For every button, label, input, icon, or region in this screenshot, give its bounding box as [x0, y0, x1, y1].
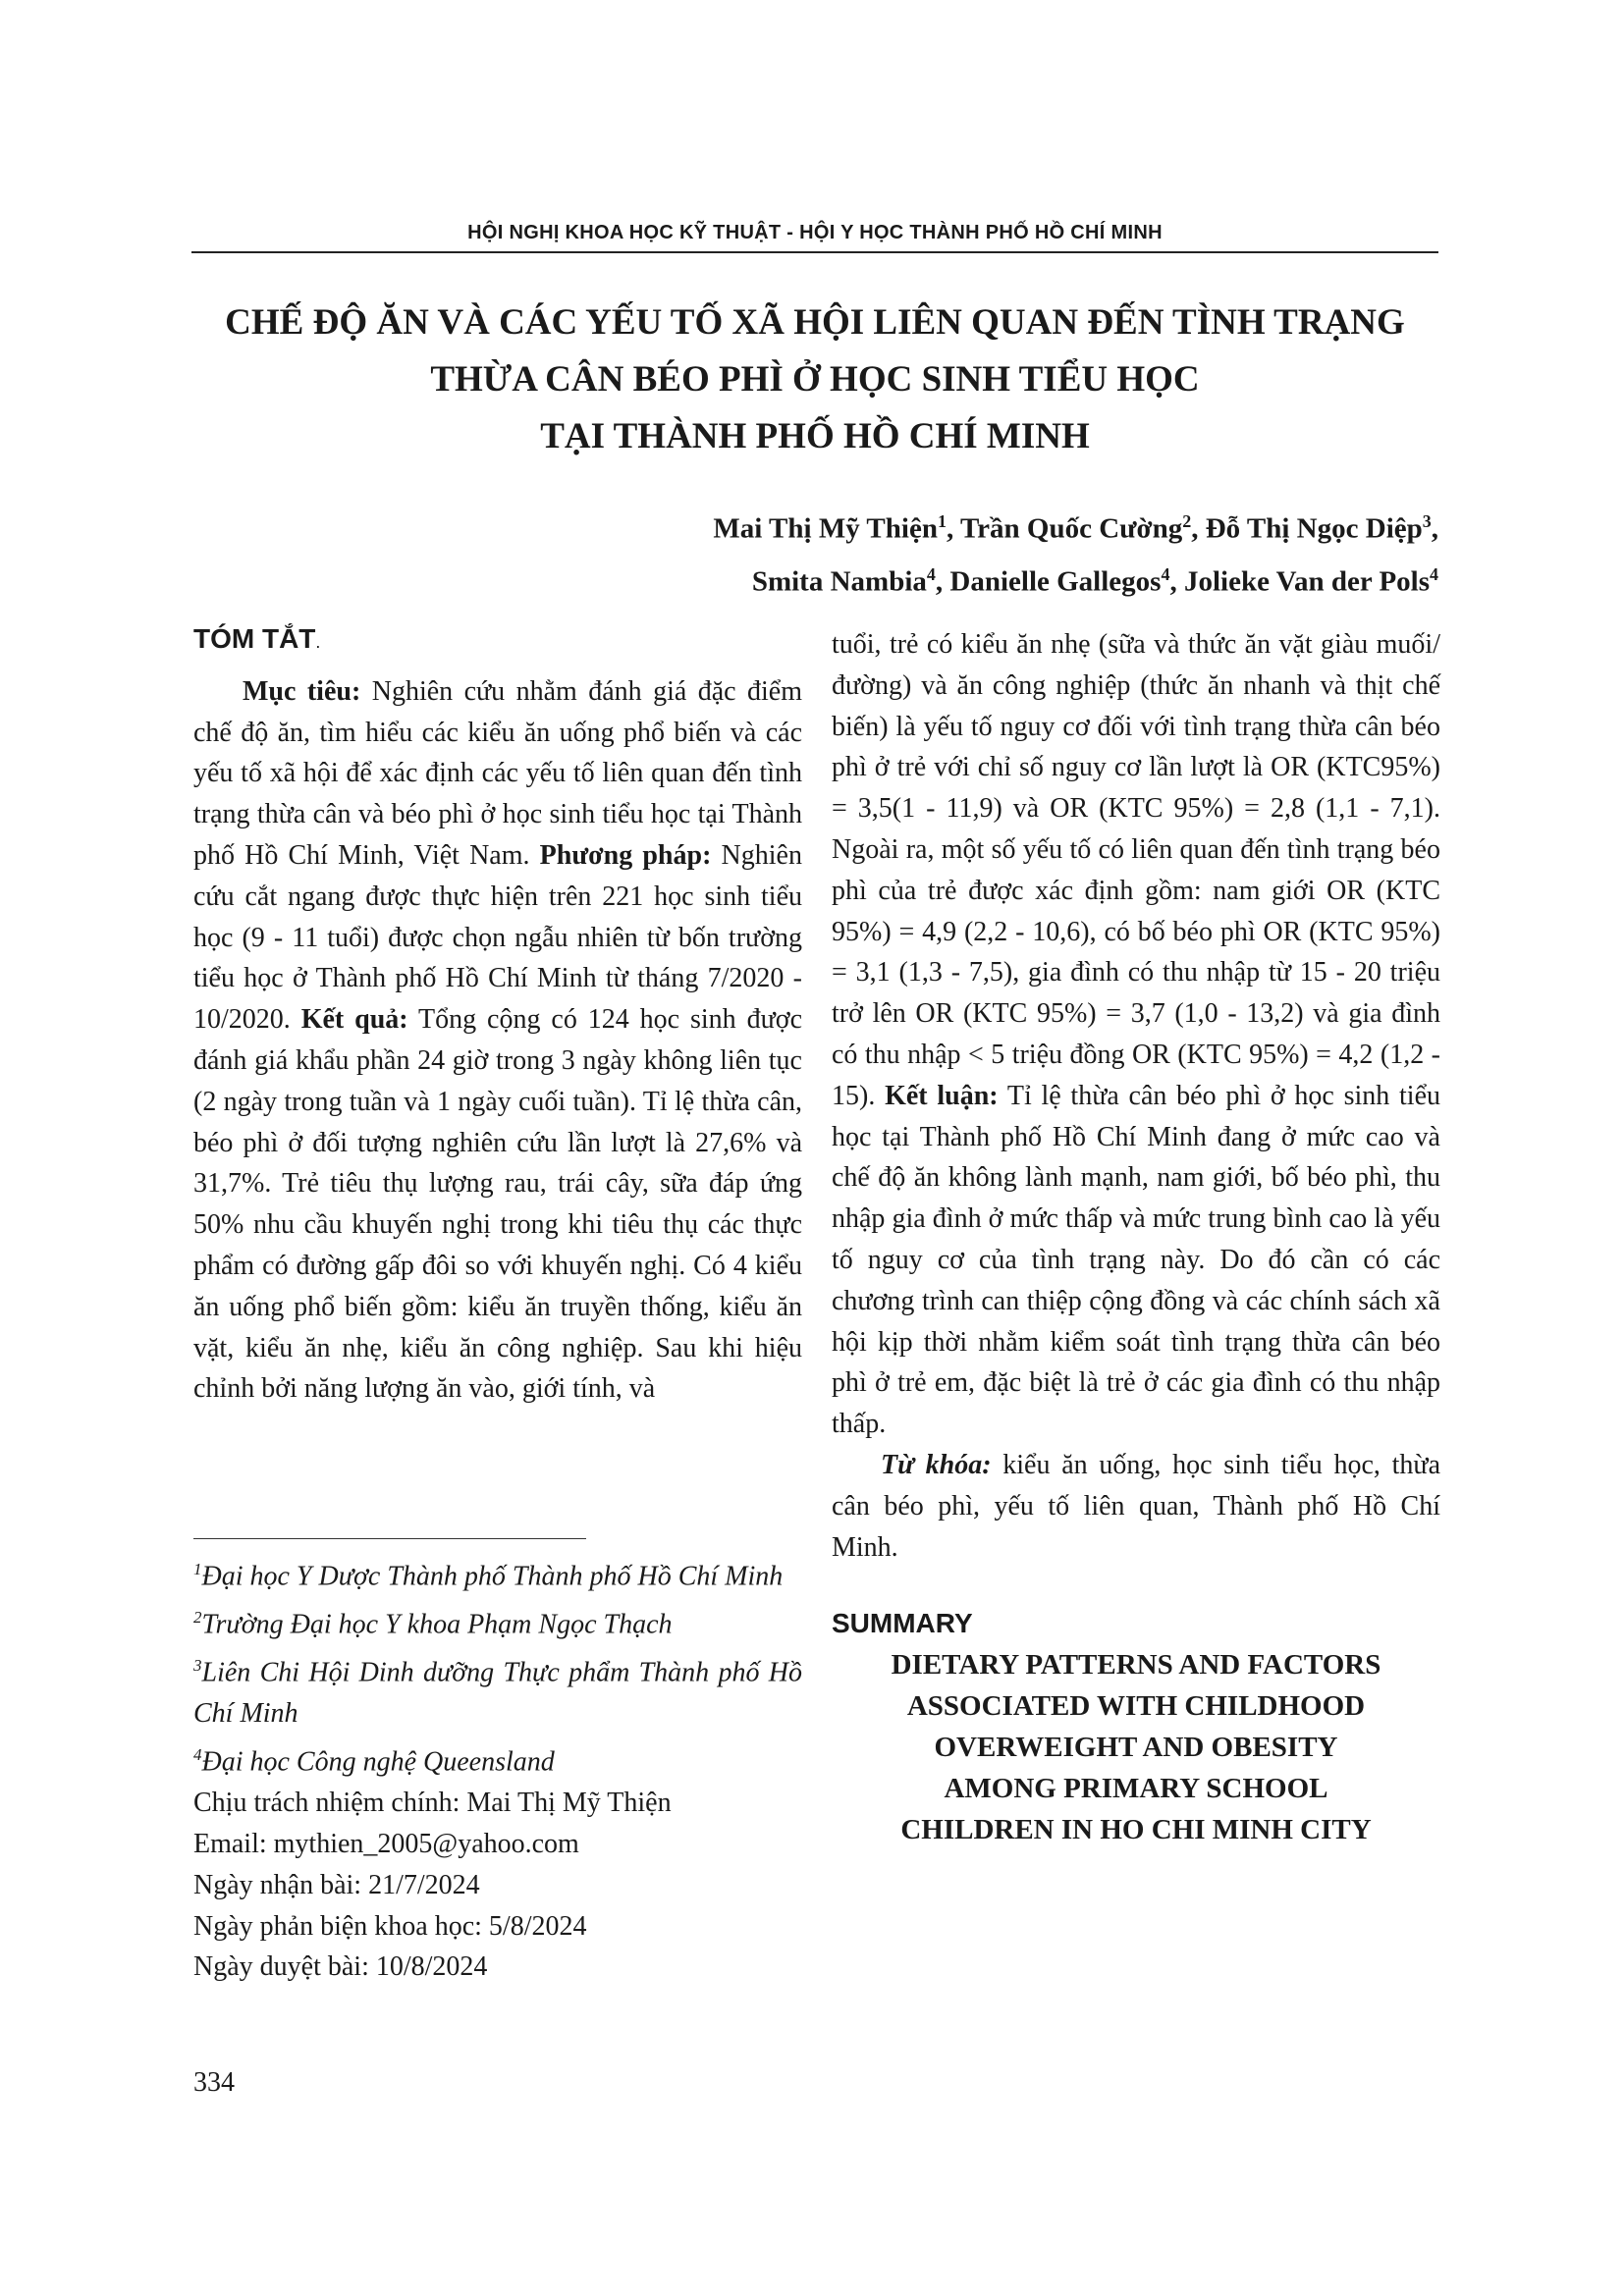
keywords-paragraph [832, 1445, 1440, 1568]
author-list [191, 499, 1438, 604]
author-affiliation-mark: 4 [926, 563, 936, 584]
author-affiliation-mark: 3 [1422, 511, 1432, 531]
abstract-paragraph [193, 671, 802, 1410]
author-name: Đỗ Thị Ngọc Diệp [1205, 512, 1423, 545]
summary-title-line: ASSOCIATED WITH CHILDHOOD [906, 1690, 1366, 1723]
author-line [191, 552, 1438, 605]
conclusion-text: Tỉ lệ thừa cân béo phì ở học sinh tiểu học tại Thành phố Hồ Chí Minh đang ở mức cao và chế độ ăn không lành mạnh, nam giới, bố béo phì, thu nhập gia đình ở mức thấp và mức trung bình cao là yếu tố nguy cơ của tình trạng này. Do đó cần có các chương trình can thiệp cộng đồng và các chính sách xã hội kịp thời nhằm kiểm soát tình trạng thừa cân béo phì ở trẻ em, đặc biệt là trẻ ở các gia đình có thu nhập thấp. [832, 1080, 1440, 1440]
affiliation-note [193, 1645, 802, 1735]
abstract-right-column [832, 624, 1440, 1850]
author-separator: , [1431, 512, 1438, 545]
author-separator: , [1169, 565, 1184, 598]
keywords-text: kiểu ăn uống, học sinh tiểu học, thừa cân béo phì, yếu tố liên quan, Thành phố Hồ Chí Minh. [832, 1449, 1440, 1563]
author-affiliation-mark: 4 [1430, 563, 1438, 584]
author-name: Trần Quốc Cường [959, 512, 1183, 545]
corresponding-author: Chịu trách nhiệm chính: Mai Thị Mỹ Thiện [193, 1788, 672, 1819]
author-name: Mai Thị Mỹ Thiện [713, 512, 938, 545]
results-label: Kết quả: [300, 1004, 408, 1036]
affiliation-text: Đại học Y Dược Thành phố Thành phố Hồ Chí Minh [201, 1561, 784, 1592]
results-text: Tổng cộng có 124 học sinh được đánh giá khẩu phần 24 giờ trong 3 ngày không liên tục (2 ngày trong tuần và 1 ngày cuối tuần). Tỉ lệ thừa cân, béo phì ở đối tượng nghiên cứu lần lượt là 27,6% và 31,7%. Trẻ tiêu thụ lượng rau, trái cây, sữa đáp ứng 50% nhu cầu khuyến nghị trong khi tiêu thụ các thực phẩm có đường gấp đôi so với khuyến nghị. Có 4 kiểu ăn uống phổ biến gồm: kiểu ăn truyền thống, kiểu ăn vặt, kiểu ăn nhẹ, kiểu ăn công nghiệp. Sau khi hiệu chỉnh bởi năng lượng ăn vào, giới tính, và [193, 1004, 803, 1405]
affiliation-note [193, 1597, 802, 1645]
summary-title [832, 1644, 1440, 1850]
summary-heading: SUMMARY [832, 1608, 973, 1639]
affiliation-number: 3 [193, 1656, 202, 1676]
title-line: CHẾ ĐỘ ĂN VÀ CÁC YẾU TỐ XÃ HỘI LIÊN QUAN ĐẾN TÌNH TRẠNG [225, 302, 1405, 343]
objective-text: Nghiên cứu nhằm đánh giá đặc điểm chế độ ăn, tìm hiểu các kiểu ăn uống phổ biến và các yếu tố xã hội để xác định các yếu tố liên quan đến tình trạng thừa cân và béo phì ở học sinh tiểu học tại Thành phố Hồ Chí Minh, Việt Nam. [193, 675, 803, 871]
affiliation-number: 4 [193, 1745, 202, 1765]
affiliation-note [193, 1735, 802, 1783]
running-header: HỘI NGHỊ KHOA HỌC KỸ THUẬT - HỘI Y HỌC THÀNH PHỐ HỒ CHÍ MINH [467, 222, 1163, 243]
summary-title-line: DIETARY PATTERNS AND FACTORS [891, 1649, 1381, 1682]
author-line [191, 499, 1438, 552]
title-line: THỪA CÂN BÉO PHÌ Ở HỌC SINH TIỂU HỌC [430, 359, 1200, 400]
author-affiliation-mark: 2 [1182, 511, 1192, 531]
title-line: TẠI THÀNH PHỐ HỒ CHÍ MINH [540, 416, 1090, 456]
author-affiliation-mark: 4 [1161, 563, 1170, 584]
affiliation-text: Đại học Công nghệ Queensland [201, 1746, 555, 1778]
author-name: Smita Nambia [751, 565, 927, 598]
accepted-date: Ngày duyệt bài: 10/8/2024 [193, 1951, 488, 1983]
results-text-continued: tuổi, trẻ có kiểu ăn nhẹ (sữa và thức ăn vặt giàu muối/đường) và ăn công nghiệp (thức ăn nhanh và thịt chế biến) là yếu tố nguy cơ đối với tình trạng thừa cân béo phì ở trẻ với chỉ số nguy cơ lần lượt là OR (KTC95%) = 3,5(1 - 11,9) và OR (KTC 95%) = 2,8 (1,1 - 7,1). Ngoài ra, một số yếu tố có liên quan đến tình trạng béo phì của trẻ được xác định gồm: nam giới OR (KTC 95%) = 4,9 (2,2 - 10,6), có bố béo phì OR (KTC 95%) = 3,1 (1,3 - 7,5), gia đình có thu nhập từ 15 - 20 triệu trở lên OR (KTC 95%) = 3,7 (1,0 - 13,2) và gia đình có thu nhập < 5 triệu đồng OR (KTC 95%) = 4,2 (1,2 - 15). [832, 629, 1440, 1111]
author-affiliation-mark: 1 [937, 511, 947, 531]
abstract-heading-text: TÓM TẮT [193, 623, 316, 654]
author-separator: , [946, 512, 960, 545]
received-date: Ngày nhận bài: 21/7/2024 [193, 1869, 480, 1900]
email-line: Email: mythien_2005@yahoo.com [193, 1829, 579, 1860]
abstract-paragraph-continued [832, 624, 1440, 1445]
author-name: Jolieke Van der Pols [1183, 565, 1430, 598]
methods-text: Nghiên cứu cắt ngang được thực hiện trên 221 học sinh tiểu học (9 - 11 tuổi) được chọn ngẫu nhiên từ bốn trường tiểu học ở Thành phố Hồ Chí Minh từ tháng 7/2020 - 10/2020. [193, 839, 802, 1036]
abstract-heading [193, 618, 802, 664]
footnotes [193, 1549, 802, 1988]
summary-title-line: OVERWEIGHT AND OBESITY [934, 1732, 1338, 1764]
keywords-label: Từ khóa: [881, 1449, 992, 1480]
abstract-left-column [193, 618, 802, 1410]
methods-label: Phương pháp: [539, 839, 712, 871]
summary-title-line: CHILDREN IN HO CHI MINH CITY [900, 1814, 1372, 1846]
review-date: Ngày phản biện khoa học: 5/8/2024 [193, 1910, 587, 1942]
affiliation-number: 1 [193, 1560, 202, 1578]
summary-title-line: AMONG PRIMARY SCHOOL [944, 1773, 1328, 1805]
objective-label: Mục tiêu: [243, 675, 361, 707]
author-name: Danielle Gallegos [949, 565, 1162, 598]
conclusion-label: Kết luận: [885, 1080, 999, 1111]
affiliation-text: Trường Đại học Y khoa Phạm Ngọc Thạch [201, 1609, 673, 1640]
footnote-rule [193, 1538, 586, 1539]
affiliation-note [193, 1549, 802, 1597]
article-title [191, 294, 1438, 465]
affiliation-text: Liên Chi Hội Dinh dưỡng Thực phẩm Thành phố Hồ Chí Minh [193, 1657, 802, 1730]
affiliation-number: 2 [193, 1608, 202, 1628]
header-rule [191, 251, 1438, 253]
author-separator: , [1191, 512, 1206, 545]
author-separator: , [935, 565, 950, 598]
abstract-heading-mark: . [315, 632, 321, 652]
page-number: 334 [193, 2067, 235, 2098]
